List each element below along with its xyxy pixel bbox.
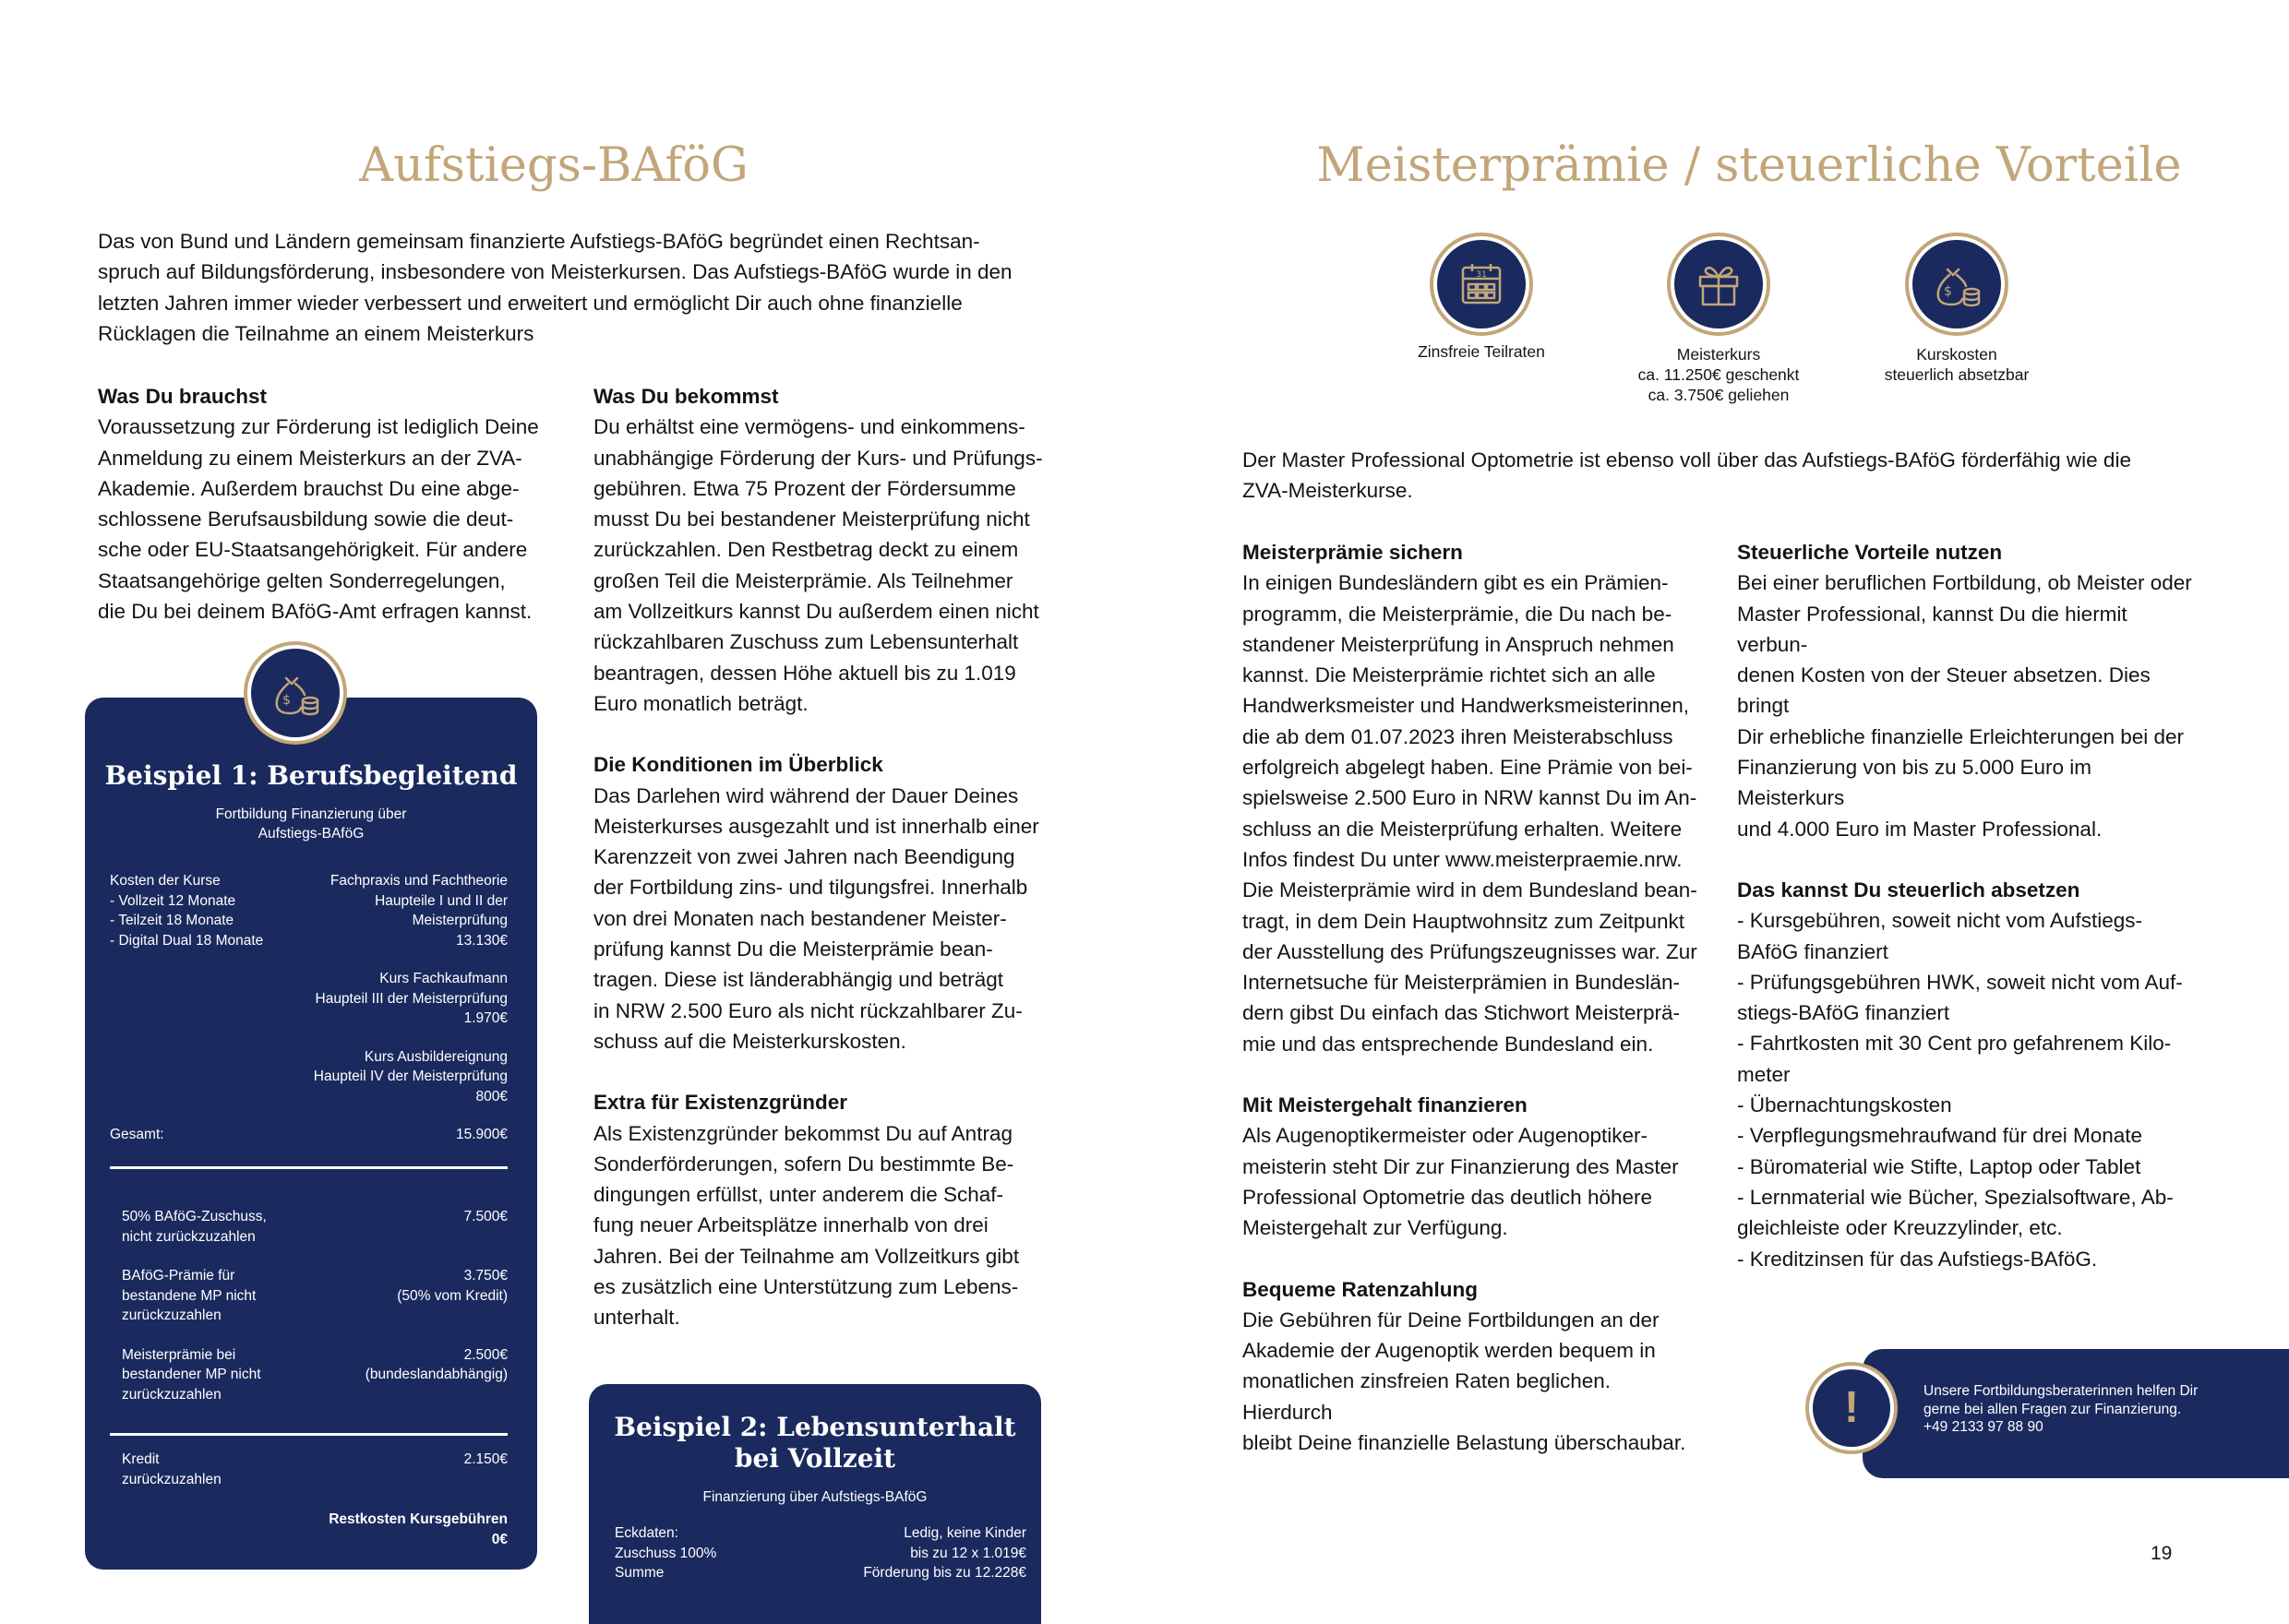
divider (110, 1166, 508, 1169)
calendar-icon (1437, 240, 1526, 328)
meister-bonus-text: In einigen Bundesländern gibt es ein Prämien- programm, die Meisterprämie, die Du nach be- standener Meisterprüfung in Anspruch nehmen kannst. Die Meisterprämie richtet sich an alle Handwerksmeister und Handwerksmeisterinnen, die ab dem 01.07.2023 ihren Meisterabschluss erfolgreich abgelegt haben. Eine Prämie von bei- spielsweise 2.500 Euro in NRW kannst Du im An- schluss an die Meisterprüfung erhalten. Weitere Infos findest Du unter www.meisterpraemie.nrw. Die Meisterprämie wird in dem Bundesland bean- tragt, in dem Dein Hauptwohnsitz zum Zeitpunkt der Ausstellung des Prüfungszeugnisses war. Zur Internetsuche für Meisterprämien in Bundeslän- dern gibst Du einfach das Stichwort Meisterprä- mie und das entsprechende Bundesland ein. (1242, 571, 1697, 1056)
meister-bonus-heading: Meisterprämie sichern (1242, 541, 1463, 564)
credit-label: Kredit zurückzuzahlen (122, 1451, 222, 1487)
total-label: Gesamt: (110, 1127, 164, 1142)
svg-text:$: $ (1944, 284, 1952, 299)
icon-label-rates: Zinsfreie Teilraten (1418, 342, 1545, 361)
calendar-day: 31 (1476, 270, 1487, 280)
item1-value: 7.500€ (463, 1209, 508, 1224)
item2-label: BAföG-Prämie für bestandene MP nicht zurückzuzahlen (122, 1268, 257, 1323)
left-page-title: Aufstiegs-BAföG (359, 138, 749, 193)
example2-labels: Eckdaten: Zuschuss 100% Summe (615, 1525, 717, 1581)
salary-text: Als Augenoptikermeister oder Augenoptiker- meisterin steht Dir zur Finanzierung des Master Professional Optometrie das deutlich höhere Meistergehalt zur Verfügung. (1242, 1124, 1679, 1240)
example1-subtitle: Fortbildung Finanzierung über Aufstiegs-BAföG (215, 806, 407, 842)
example2-values: Ledig, keine Kinder bis zu 12 x 1.019€ Förderung bis zu 12.228€ (863, 1525, 1026, 1581)
example2-box (589, 1384, 1041, 1624)
what-you-need-heading: Was Du brauchst (98, 385, 267, 408)
what-you-need-text: Voraussetzung zur Förderung ist lediglich Deine Anmeldung zu einem Meisterkurs an der ZVA- Akademie. Außerdem brauchst Du eine abge- schlossene Berufsausbildung sowie die deut- sche oder EU-Staatsangehörigkeit. Für andere Staatsangehörige gelten Sonderregelungen, die Du bei deinem BAföG-Amt erfragen kannst. (98, 415, 539, 624)
course3-value: Kurs Ausbildereignung Haupteil IV der Meisterprüfung 800€ (313, 1048, 508, 1105)
item1-label: 50% BAföG-Zuschuss, nicht zurückzuzahlen (122, 1209, 267, 1245)
courses-label: Kosten der Kurse - Vollzeit 12 Monate - Teilzeit 18 Monate - Digital Dual 18 Monate (110, 873, 264, 949)
page-number: 19 (2151, 1543, 2173, 1564)
example2-title: Beispiel 2: Lebensunterhalt bei Vollzeit (614, 1412, 1016, 1474)
svg-text:$: $ (282, 693, 291, 708)
info-box (1863, 1349, 2289, 1478)
money-bag-icon (1912, 240, 2001, 328)
conditions-heading: Die Konditionen im Überblick (593, 753, 883, 777)
right-intro: Der Master Professional Optometrie ist ebenso voll über das Aufstiegs-BAföG förderfähig wie die ZVA-Meisterkurse. (1242, 448, 2131, 503)
what-you-get-heading: Was Du bekommst (593, 385, 779, 408)
divider (110, 1433, 508, 1436)
course2-value: Kurs Fachkaufmann Haupteil III der Meisterprüfung 1.970€ (315, 971, 508, 1026)
course1-value: Fachpraxis und Fachtheorie Haupteile I und II der Meisterprüfung 13.130€ (330, 873, 508, 949)
example1-title: Beispiel 1: Berufsbegleitend (104, 760, 518, 791)
left-col2 (593, 381, 1055, 1333)
rest-costs (122, 1510, 508, 1549)
example1-box (85, 698, 537, 1570)
right-col2 (1737, 537, 2199, 1274)
item3-label: Meisterprämie bei bestandener MP nicht zurückzuzahlen (122, 1346, 261, 1403)
installments-heading: Bequeme Ratenzahlung (1242, 1277, 1479, 1301)
icon-label-tax: Kurskosten steuerlich absetzbar (1884, 345, 2030, 384)
gift-icon (1674, 240, 1763, 328)
left-intro: Das von Bund und Ländern gemeinsam finanzierte Aufstiegs-BAföG begründet einen Rechtsan- spruch auf Bildungsförderung, insbesondere von Meisterkursen. Das Aufstiegs-BAföG wurde in den letzten Jahren immer wieder verbessert und erweitert und ermöglicht Dir auch ohne finanzielle Rücklagen die Teilnahme an einem Meisterkurs (98, 230, 1013, 345)
info-text: Unsere Fortbildungsberaterinnen helfen Dir gerne bei allen Fragen zur Finanzierung. +49 2133 97 88 90 (1923, 1383, 2199, 1435)
icon-label-course: Meisterkurs ca. 11.250€ geschenkt ca. 3.750€ geliehen (1637, 345, 1800, 404)
founders-text: Als Existenzgründer bekommst Du auf Antrag Sonderförderungen, sofern Du bestimmte Be- dingungen erfüllst, unter anderem die Schaf- fung neuer Arbeitsplätze innerhalb von drei Jahren. Bei der Teilnahme am Vollzeitkurs gibt es zusätzlich eine Unterstützung zum Lebens- unterhalt. (593, 1121, 1020, 1330)
deductible-list: - Kursgebühren, soweit nicht vom Aufstiegs- BAföG finanziert - Prüfungsgebühren HWK, soweit nicht vom Auf- stiegs-BAföG finanziert - Fahrtkosten mit 30 Cent pro gefahrenem Kilo- meter - Übernachtungskosten - Verpflegungsmehraufwand für drei Monate - Büromaterial wie Stifte, Laptop oder Tablet - Lernmaterial wie Bücher, Spezialsoftware, Ab- gleichleiste oder Kreuzzylinder, etc. - Kreditzinsen für das Aufstiegs-BAföG. (1737, 909, 2183, 1271)
exclamation-icon: ! (1813, 1369, 1890, 1447)
money-bag-icon (251, 649, 340, 737)
tax-benefits-heading: Steuerliche Vorteile nutzen (1737, 541, 2003, 564)
credit-value: 2.150€ (463, 1451, 508, 1467)
right-page-title: Meisterprämie / steuerliche Vorteile (1316, 138, 2182, 193)
left-col1 (98, 381, 550, 627)
example2-data (615, 1523, 1026, 1583)
salary-heading: Mit Meistergehalt finanzieren (1242, 1093, 1528, 1117)
item3-value: 2.500€ (bundeslandabhängig) (365, 1346, 508, 1382)
example2-subtitle: Finanzierung über Aufstiegs-BAföG (702, 1489, 928, 1505)
conditions-text: Das Darlehen wird während der Dauer Deines Meisterkurses ausgezahlt und ist innerhalb einer Karenzzeit von zwei Jahren nach Beendigung der Fortbildung zins- und tilgungsfrei. Innerhalb von drei Monaten nach bestandener Meister- prüfung kannst Du die Meisterprämie bean- tragen. Diese ist länderabhängig und beträgt in NRW 2.500 Euro als nicht rückzahlbarer Zu- schuss auf die Meisterkurskosten. (593, 783, 1039, 1053)
item2-value: 3.750€ (50% vom Kredit) (397, 1268, 508, 1304)
example1-credit (122, 1450, 508, 1549)
what-you-get-text: Du erhältst eine vermögens- und einkommens- unabhängige Förderung der Kurs- und Prüfungs- gebühren. Etwa 75 Prozent der Fördersumme musst Du bei bestandener Meisterprüfung nicht zurückzahlen. Den Restbetrag deckt zu einem großen Teil die Meisterprämie. Als Teilnehmer am Vollzeitkurs kannst Du außerdem einen nicht rückzahlbaren Zuschuss zum Lebensunterhalt beantragen, dessen Höhe aktuell bis zu 1.019 Euro monatlich beträgt. (593, 415, 1043, 715)
deductible-heading: Das kannst Du steuerlich absetzen (1737, 878, 2080, 902)
founders-heading: Extra für Existenzgründer (593, 1091, 848, 1115)
total-value: 15.900€ (455, 1127, 508, 1142)
example1-funding (122, 1207, 508, 1404)
right-col1 (1242, 537, 1704, 1458)
tax-benefits-text: Bei einer beruflichen Fortbildung, ob Meister oder Master Professional, kannst Du die hiermit verbun- denen Kosten von der Steuer absetzen. Dies bringt Dir erhebliche finanzielle Erleichterungen bei der Finanzierung von bis zu 5.000 Euro im Meisterkurs und 4.000 Euro im Master Professional. (1737, 571, 2192, 841)
rest-label: Restkosten Kursgebühren (329, 1511, 508, 1527)
example1-costs (110, 871, 508, 1169)
rest-value: 0€ (491, 1531, 508, 1547)
installments-text: Die Gebühren für Deine Fortbildungen an der Akademie der Augenoptik werden bequem in monatlichen zinsfreien Raten beglichen. Hierdurch bleibt Deine finanzielle Belastung überschaubar. (1242, 1308, 1686, 1455)
